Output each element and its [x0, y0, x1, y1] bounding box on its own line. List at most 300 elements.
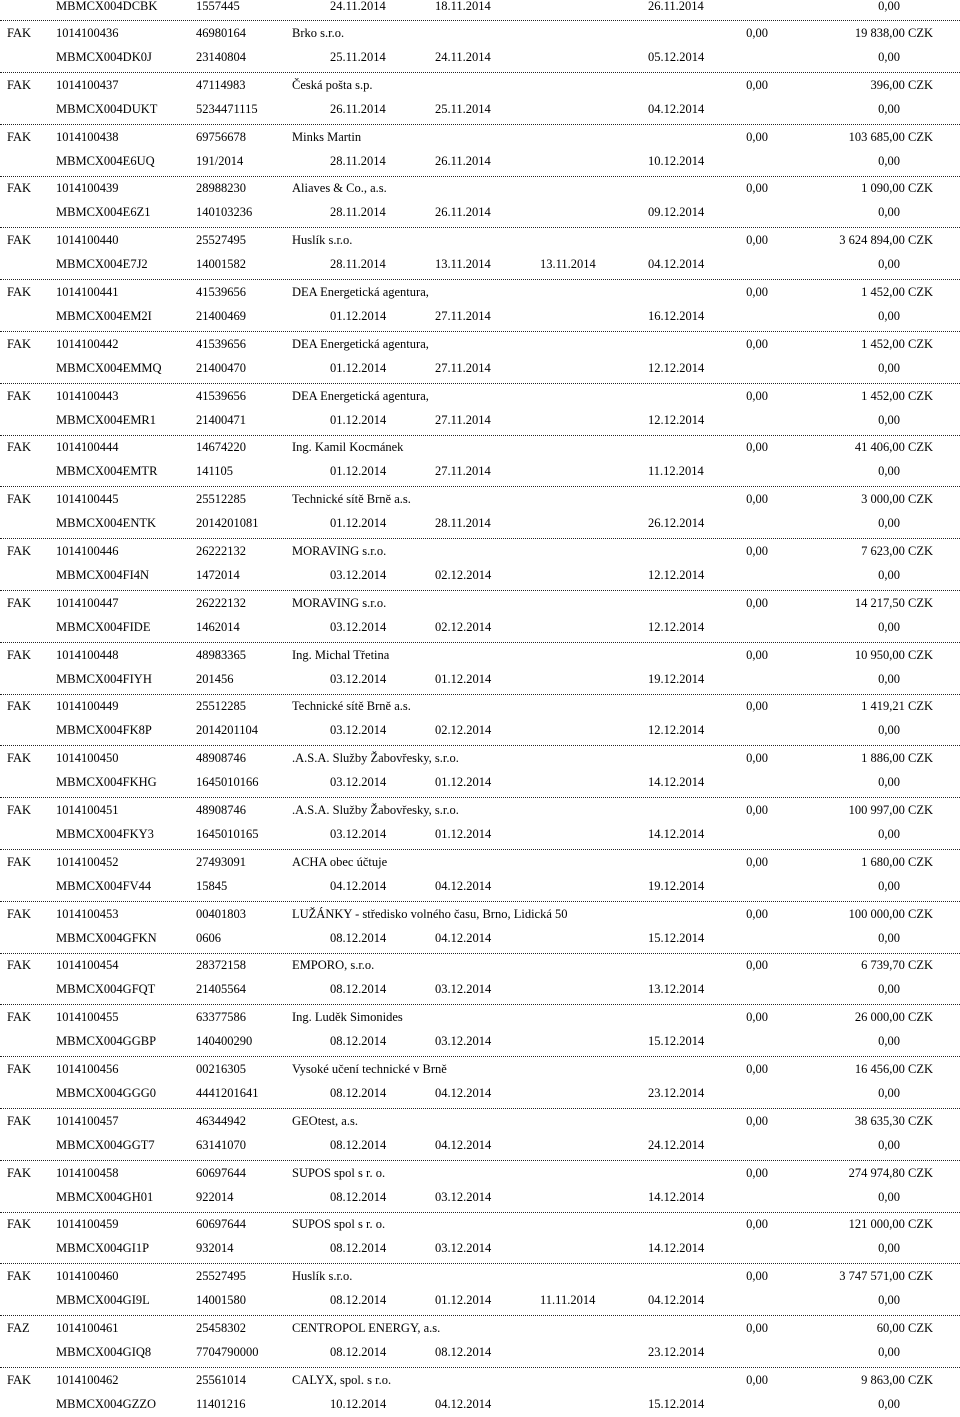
detail-date-1: 01.12.2014 — [330, 412, 387, 427]
company-id: 25512285 — [196, 492, 246, 507]
detail-amount: 0,00 — [878, 827, 900, 841]
record-row — [0, 439, 960, 455]
detail-code: MBMCX004DCBK — [56, 0, 158, 13]
partner-name: Ing. Michal Třetina — [292, 647, 390, 662]
company-id: 25527495 — [196, 233, 246, 248]
partner-name: SUPOS spol s r. o. — [292, 1165, 386, 1180]
document-number: 1014100459 — [56, 1217, 119, 1232]
amount-paid: 0,00 — [746, 129, 768, 144]
detail-date-4: 26.12.2014 — [648, 516, 705, 531]
company-id: 28988230 — [196, 181, 246, 196]
amount-total: 1 090,00 CZK — [861, 181, 933, 196]
amount-total: 19 838,00 CZK — [854, 26, 933, 40]
company-id: 48983365 — [196, 647, 246, 662]
record-type: FAK — [7, 1372, 32, 1387]
dotted-separator — [0, 642, 960, 643]
record-type: FAK — [7, 26, 32, 40]
detail-date-4: 23.12.2014 — [648, 1345, 705, 1359]
dotted-separator — [0, 72, 960, 73]
record-detail-row — [0, 1137, 960, 1153]
detail-amount: 0,00 — [878, 50, 900, 64]
record-row — [0, 284, 960, 300]
detail-amount: 0,00 — [878, 723, 900, 738]
detail-ref: 932014 — [196, 1241, 234, 1256]
detail-ref: 1462014 — [196, 619, 240, 634]
record-detail-row — [0, 774, 960, 790]
record-detail-row — [0, 1292, 960, 1308]
record-type: FAK — [7, 1217, 32, 1232]
record-type: FAK — [7, 285, 32, 299]
detail-date-4: 09.12.2014 — [648, 205, 705, 220]
record-type: FAK — [7, 77, 32, 92]
amount-paid: 0,00 — [746, 699, 768, 714]
record-row — [0, 647, 960, 663]
amount-total: 1 419,21 CZK — [861, 699, 933, 714]
detail-date-1: 03.12.2014 — [330, 775, 387, 790]
detail-amount: 0,00 — [878, 257, 900, 272]
detail-date-2: 01.12.2014 — [435, 1293, 492, 1308]
detail-date-2: 27.11.2014 — [435, 464, 491, 479]
detail-date-1: 10.12.2014 — [330, 1396, 387, 1411]
detail-amount: 0,00 — [878, 0, 900, 13]
detail-date-4: 04.12.2014 — [648, 1293, 705, 1308]
document-number: 1014100460 — [56, 1269, 119, 1284]
amount-total: 16 456,00 CZK — [854, 1062, 933, 1076]
partner-name: GEOtest, a.s. — [292, 1113, 358, 1128]
document-number: 1014100447 — [56, 595, 119, 610]
record-row — [0, 1009, 960, 1025]
amount-paid: 0,00 — [746, 181, 768, 196]
detail-ref: 4441201641 — [196, 1086, 259, 1100]
detail-amount: 0,00 — [878, 568, 900, 582]
company-id: 41539656 — [196, 336, 246, 351]
detail-code: MBMCX004GFQT — [56, 982, 156, 997]
detail-date-2: 13.11.2014 — [435, 257, 491, 272]
detail-date-2: 03.12.2014 — [435, 1189, 492, 1204]
detail-date-4: 04.12.2014 — [648, 101, 705, 116]
record-type: FAK — [7, 336, 32, 351]
detail-date-1: 08.12.2014 — [330, 1241, 387, 1256]
document-number: 1014100455 — [56, 1010, 119, 1025]
amount-paid: 0,00 — [746, 1321, 768, 1335]
detail-date-4: 26.11.2014 — [648, 0, 704, 13]
detail-date-4: 12.12.2014 — [648, 568, 705, 582]
detail-date-4: 12.12.2014 — [648, 619, 705, 634]
company-id: 00401803 — [196, 906, 246, 921]
detail-code: MBMCX004EMTR — [56, 464, 158, 479]
record-detail-row — [0, 878, 960, 894]
record-row — [0, 180, 960, 196]
dotted-separator — [0, 227, 960, 228]
detail-date-1: 03.12.2014 — [330, 619, 387, 634]
detail-date-1: 28.11.2014 — [330, 153, 386, 168]
amount-total: 7 623,00 CZK — [861, 544, 933, 558]
detail-code: MBMCX004ENTK — [56, 516, 157, 531]
amount-total: 10 950,00 CZK — [854, 647, 933, 662]
dotted-separator — [0, 1212, 960, 1213]
company-id: 60697644 — [196, 1165, 246, 1180]
dotted-separator — [0, 953, 960, 954]
company-id: 26222132 — [196, 595, 246, 610]
record-row — [0, 1165, 960, 1181]
record-detail-row — [0, 981, 960, 997]
company-id: 48908746 — [196, 803, 246, 817]
detail-amount: 0,00 — [878, 101, 900, 116]
detail-date-2: 01.12.2014 — [435, 827, 492, 841]
dotted-separator — [0, 383, 960, 384]
amount-total: 100 000,00 CZK — [848, 906, 933, 921]
record-row — [0, 543, 960, 559]
partner-name: .A.S.A. Služby Žabovřesky, s.r.o. — [292, 803, 459, 817]
record-row — [0, 1113, 960, 1129]
record-detail-row — [0, 1344, 960, 1360]
detail-date-2: 18.11.2014 — [435, 0, 491, 13]
detail-code: MBMCX004GGT7 — [56, 1137, 155, 1152]
amount-paid: 0,00 — [746, 1269, 768, 1284]
company-id: 14674220 — [196, 440, 246, 455]
partner-name: ACHA obec účtuje — [292, 854, 388, 869]
detail-code: MBMCX004GI9L — [56, 1293, 150, 1308]
record-type: FAK — [7, 440, 32, 455]
detail-code: MBMCX004EMR1 — [56, 412, 157, 427]
record-type: FAK — [7, 854, 32, 869]
record-type: FAK — [7, 233, 32, 248]
record-type: FAK — [7, 699, 32, 714]
amount-total: 38 635,30 CZK — [854, 1113, 933, 1128]
record-row — [0, 854, 960, 870]
detail-date-2: 08.12.2014 — [435, 1345, 492, 1359]
detail-code: MBMCX004GIQ8 — [56, 1345, 152, 1359]
record-type: FAK — [7, 595, 32, 610]
amount-total: 6 739,70 CZK — [861, 958, 933, 973]
detail-amount: 0,00 — [878, 1034, 900, 1049]
amount-paid: 0,00 — [746, 958, 768, 973]
amount-total: 3 000,00 CZK — [861, 492, 933, 507]
amount-paid: 0,00 — [746, 1217, 768, 1232]
document-number: 1014100446 — [56, 544, 119, 558]
detail-code: MBMCX004FKHG — [56, 775, 157, 790]
record-row — [0, 802, 960, 818]
dotted-separator — [0, 745, 960, 746]
detail-ref: 5234471115 — [196, 101, 258, 116]
detail-code: MBMCX004GZZO — [56, 1396, 157, 1411]
detail-date-4: 15.12.2014 — [648, 930, 705, 945]
company-id: 46344942 — [196, 1113, 246, 1128]
record-type: FAK — [7, 181, 32, 196]
detail-date-2: 04.12.2014 — [435, 1137, 492, 1152]
document-number: 1014100456 — [56, 1062, 119, 1076]
detail-date-1: 08.12.2014 — [330, 1086, 387, 1100]
detail-date-4: 05.12.2014 — [648, 50, 705, 64]
detail-date-2: 02.12.2014 — [435, 568, 492, 582]
amount-paid: 0,00 — [746, 595, 768, 610]
document-number: 1014100461 — [56, 1321, 119, 1335]
record-detail-row — [0, 204, 960, 220]
detail-date-2: 03.12.2014 — [435, 1034, 492, 1049]
record-type: FAK — [7, 129, 32, 144]
document-number: 1014100437 — [56, 77, 119, 92]
amount-paid: 0,00 — [746, 77, 768, 92]
company-id: 47114983 — [196, 77, 246, 92]
record-type: FAZ — [7, 1321, 30, 1335]
record-row — [0, 1372, 960, 1388]
detail-date-2: 27.11.2014 — [435, 309, 491, 323]
record-type: FAK — [7, 751, 32, 766]
record-type: FAK — [7, 544, 32, 558]
detail-amount: 0,00 — [878, 360, 900, 375]
document-number: 1014100441 — [56, 285, 119, 299]
detail-date-2: 04.12.2014 — [435, 930, 492, 945]
partner-name: .A.S.A. Služby Žabovřesky, s.r.o. — [292, 751, 459, 766]
detail-date-1: 03.12.2014 — [330, 827, 387, 841]
detail-ref: 21400470 — [196, 360, 246, 375]
partner-name: SUPOS spol s r. o. — [292, 1217, 386, 1232]
amount-paid: 0,00 — [746, 1372, 768, 1387]
detail-date-1: 08.12.2014 — [330, 930, 387, 945]
record-row — [0, 25, 960, 41]
record-row — [0, 1061, 960, 1077]
document-number: 1014100453 — [56, 906, 119, 921]
detail-ref: 7704790000 — [196, 1345, 259, 1359]
detail-date-1: 24.11.2014 — [330, 0, 386, 13]
partner-name: Minks Martin — [292, 129, 362, 144]
detail-date-4: 10.12.2014 — [648, 153, 705, 168]
company-id: 26222132 — [196, 544, 246, 558]
record-row — [0, 232, 960, 248]
detail-date-1: 08.12.2014 — [330, 1189, 387, 1204]
amount-total: 1 680,00 CZK — [861, 854, 933, 869]
detail-date-2: 28.11.2014 — [435, 516, 491, 531]
document-number: 1014100442 — [56, 336, 119, 351]
record-type: FAK — [7, 647, 32, 662]
detail-date-4: 16.12.2014 — [648, 309, 705, 323]
dotted-separator — [0, 486, 960, 487]
detail-date-4: 19.12.2014 — [648, 878, 705, 893]
partner-name: MORAVING s.r.o. — [292, 595, 387, 610]
amount-paid: 0,00 — [746, 233, 768, 248]
record-detail-row — [0, 930, 960, 946]
partner-name: LUŽÁNKY - středisko volného času, Brno, Lidická 50 — [292, 906, 568, 921]
detail-ref: 2014201104 — [196, 723, 259, 738]
amount-total: 1 452,00 CZK — [861, 388, 933, 403]
dotted-separator — [0, 1108, 960, 1109]
company-id: 41539656 — [196, 285, 246, 299]
document-number: 1014100452 — [56, 854, 119, 869]
company-id: 48908746 — [196, 751, 246, 766]
dotted-separator — [0, 590, 960, 591]
detail-ref: 201456 — [196, 671, 234, 686]
document-number: 1014100454 — [56, 958, 119, 973]
record-row — [0, 1320, 960, 1336]
document-number: 1014100440 — [56, 233, 119, 248]
record-detail-row — [0, 671, 960, 687]
detail-date-4: 14.12.2014 — [648, 1241, 705, 1256]
document-number: 1014100458 — [56, 1165, 119, 1180]
amount-total: 103 685,00 CZK — [848, 129, 933, 144]
detail-ref: 140103236 — [196, 205, 253, 220]
partner-name: Vysoké učení technické v Brně — [292, 1062, 447, 1076]
record-row — [0, 129, 960, 145]
dotted-separator — [0, 1056, 960, 1057]
amount-paid: 0,00 — [746, 285, 768, 299]
detail-amount: 0,00 — [878, 671, 900, 686]
detail-date-3: 13.11.2014 — [540, 257, 596, 272]
amount-paid: 0,00 — [746, 906, 768, 921]
partner-name: CALYX, spol. s r.o. — [292, 1372, 392, 1387]
partner-name: Ing. Kamil Kocmánek — [292, 440, 404, 455]
amount-paid: 0,00 — [746, 1010, 768, 1025]
amount-paid: 0,00 — [746, 647, 768, 662]
detail-date-4: 23.12.2014 — [648, 1086, 705, 1100]
dotted-separator — [0, 124, 960, 125]
amount-total: 100 997,00 CZK — [848, 803, 933, 817]
detail-amount: 0,00 — [878, 878, 900, 893]
record-type: FAK — [7, 803, 32, 817]
record-detail-row — [0, 49, 960, 65]
detail-code: MBMCX004FI4N — [56, 568, 150, 582]
amount-total: 41 406,00 CZK — [854, 440, 933, 455]
record-detail-row — [0, 463, 960, 479]
detail-date-4: 11.12.2014 — [648, 464, 704, 479]
record-row — [0, 336, 960, 352]
company-id: 63377586 — [196, 1010, 246, 1025]
detail-code: MBMCX004FV44 — [56, 878, 152, 893]
detail-date-1: 04.12.2014 — [330, 878, 387, 893]
detail-date-1: 25.11.2014 — [330, 50, 386, 64]
detail-amount: 0,00 — [878, 982, 900, 997]
detail-date-2: 04.12.2014 — [435, 1086, 492, 1100]
record-type: FAK — [7, 388, 32, 403]
amount-total: 396,00 CZK — [870, 77, 933, 92]
record-row — [0, 388, 960, 404]
amount-paid: 0,00 — [746, 492, 768, 507]
document-number: 1014100450 — [56, 751, 119, 766]
detail-date-1: 08.12.2014 — [330, 1034, 387, 1049]
partner-name: Technické sítě Brně a.s. — [292, 699, 411, 714]
document-number: 1014100438 — [56, 129, 119, 144]
company-id: 41539656 — [196, 388, 246, 403]
record-detail-row — [0, 515, 960, 531]
dotted-separator — [0, 176, 960, 177]
amount-paid: 0,00 — [746, 751, 768, 766]
record-detail-row — [0, 619, 960, 635]
detail-date-4: 12.12.2014 — [648, 360, 705, 375]
dotted-separator — [0, 901, 960, 902]
partner-name: Huslík s.r.o. — [292, 233, 353, 248]
detail-ref: 1472014 — [196, 568, 240, 582]
partner-name: CENTROPOL ENERGY, a.s. — [292, 1321, 441, 1335]
detail-code: MBMCX004FK8P — [56, 723, 152, 738]
detail-ref: 11401216 — [196, 1396, 246, 1411]
detail-code: MBMCX004DK0J — [56, 50, 152, 64]
detail-ref: 21405564 — [196, 982, 246, 997]
detail-amount: 0,00 — [878, 1137, 900, 1152]
amount-paid: 0,00 — [746, 1113, 768, 1128]
record-detail-row — [0, 567, 960, 583]
amount-total: 3 624 894,00 CZK — [839, 233, 933, 248]
detail-ref: 1557445 — [196, 0, 240, 13]
detail-date-2: 25.11.2014 — [435, 101, 491, 116]
company-id: 27493091 — [196, 854, 246, 869]
detail-ref: 21400471 — [196, 412, 246, 427]
detail-date-1: 08.12.2014 — [330, 1293, 387, 1308]
partner-name: Ing. Luděk Simonides — [292, 1010, 403, 1025]
amount-total: 274 974,80 CZK — [848, 1165, 933, 1180]
detail-date-1: 03.12.2014 — [330, 568, 387, 582]
document-number: 1014100449 — [56, 699, 119, 714]
document-number: 1014100436 — [56, 26, 119, 40]
dotted-separator — [0, 849, 960, 850]
dotted-separator — [0, 331, 960, 332]
record-detail-row — [0, 722, 960, 738]
amount-paid: 0,00 — [746, 544, 768, 558]
amount-total: 1 452,00 CZK — [861, 336, 933, 351]
record-detail-row — [0, 308, 960, 324]
detail-code: MBMCX004EM2I — [56, 309, 152, 323]
record-detail-row — [0, 360, 960, 376]
amount-paid: 0,00 — [746, 388, 768, 403]
record-row — [0, 595, 960, 611]
amount-total: 26 000,00 CZK — [854, 1010, 933, 1025]
detail-date-2: 27.11.2014 — [435, 360, 491, 375]
record-detail-row — [0, 1396, 960, 1412]
amount-paid: 0,00 — [746, 336, 768, 351]
detail-date-2: 27.11.2014 — [435, 412, 491, 427]
detail-amount: 0,00 — [878, 205, 900, 220]
detail-ref: 141105 — [196, 464, 234, 479]
detail-date-1: 03.12.2014 — [330, 671, 387, 686]
detail-ref: 23140804 — [196, 50, 246, 64]
detail-amount: 0,00 — [878, 619, 900, 634]
record-row — [0, 1268, 960, 1284]
dotted-separator — [0, 1004, 960, 1005]
detail-date-4: 12.12.2014 — [648, 412, 705, 427]
detail-date-1: 03.12.2014 — [330, 723, 387, 738]
detail-code: MBMCX004E7J2 — [56, 257, 148, 272]
record-type: FAK — [7, 1062, 32, 1076]
amount-paid: 0,00 — [746, 803, 768, 817]
record-row — [0, 1216, 960, 1232]
detail-date-2: 01.12.2014 — [435, 671, 492, 686]
detail-date-4: 19.12.2014 — [648, 671, 705, 686]
detail-date-2: 03.12.2014 — [435, 1241, 492, 1256]
document-number: 1014100445 — [56, 492, 119, 507]
detail-date-1: 01.12.2014 — [330, 360, 387, 375]
amount-total: 60,00 CZK — [876, 1321, 933, 1335]
amount-total: 1 452,00 CZK — [861, 285, 933, 299]
detail-date-3: 11.11.2014 — [540, 1293, 596, 1308]
detail-code: MBMCX004E6UQ — [56, 153, 155, 168]
record-type: FAK — [7, 1010, 32, 1025]
dotted-separator — [0, 435, 960, 436]
detail-code: MBMCX004GGG0 — [56, 1086, 157, 1100]
detail-date-4: 04.12.2014 — [648, 257, 705, 272]
detail-date-4: 13.12.2014 — [648, 982, 705, 997]
partner-name: Aliaves & Co., a.s. — [292, 181, 387, 196]
partner-name: DEA Energetická agentura, — [292, 285, 429, 299]
partner-name: Česká pošta s.p. — [292, 77, 373, 92]
record-row — [0, 906, 960, 922]
detail-ref: 1645010165 — [196, 827, 259, 841]
company-id: 00216305 — [196, 1062, 246, 1076]
detail-date-4: 15.12.2014 — [648, 1396, 705, 1411]
company-id: 69756678 — [196, 129, 246, 144]
detail-amount: 0,00 — [878, 412, 900, 427]
detail-date-4: 12.12.2014 — [648, 723, 705, 738]
detail-date-2: 04.12.2014 — [435, 1396, 492, 1411]
detail-date-2: 26.11.2014 — [435, 153, 491, 168]
detail-ref: 21400469 — [196, 309, 246, 323]
